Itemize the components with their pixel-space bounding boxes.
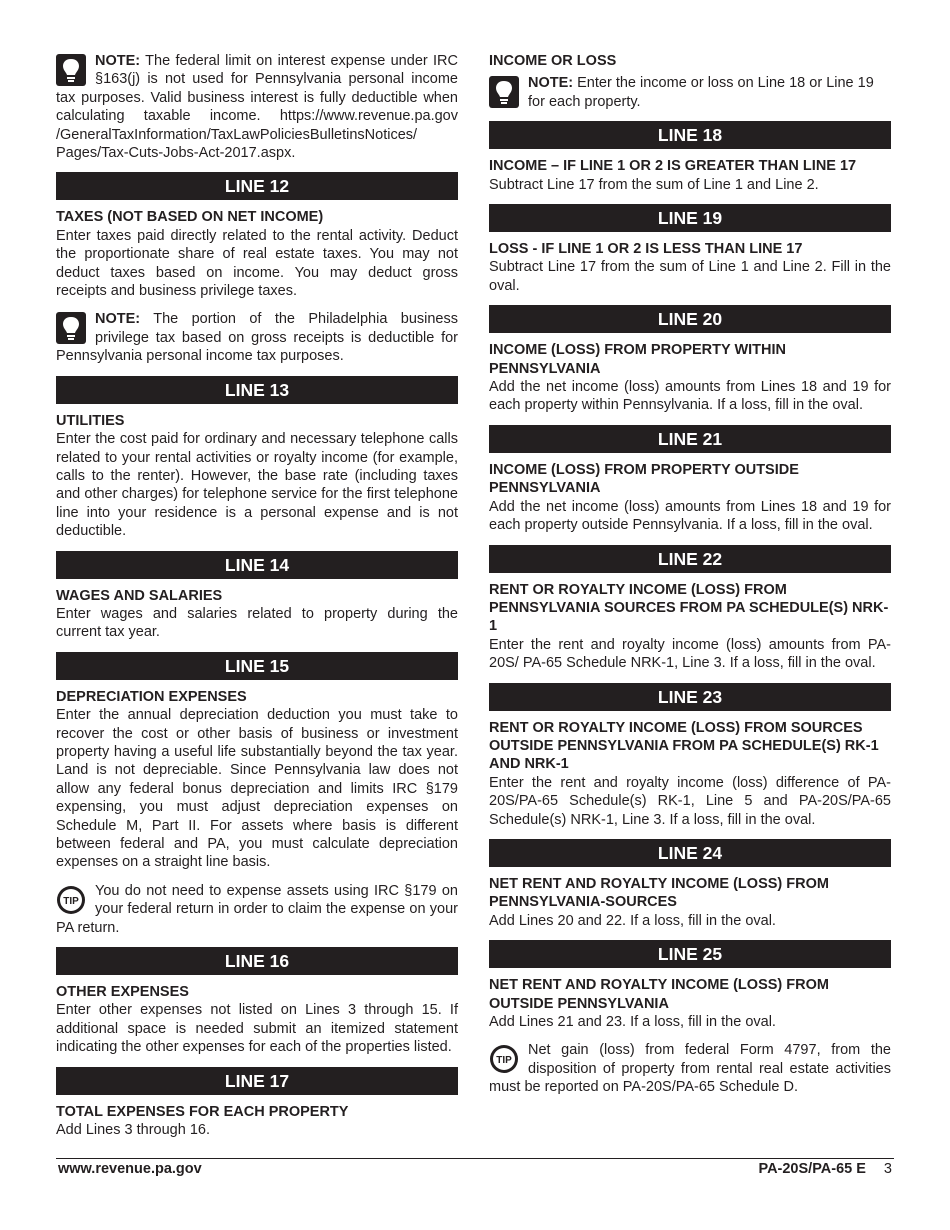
line-12-bar: LINE 12 (56, 172, 458, 200)
line-17-body: Add Lines 3 through 16. (56, 1122, 210, 1139)
tip-text: Net gain (loss) from federal Form 4797, from the disposition of property from rental real estate activities must be reported on PA-20S/PA-65 Schedule D. (489, 1042, 891, 1096)
line-19-bar: LINE 19 (489, 204, 891, 232)
note-lead: NOTE: (95, 311, 141, 328)
footer-form-name: PA-20S/PA-65 E (758, 1161, 866, 1177)
line-16-heading: OTHER EXPENSES (56, 984, 189, 1001)
line-25-bar: LINE 25 (489, 940, 891, 968)
note-text: The portion of the Philadelphia business privilege tax based on gross receipts is deductible for Pennsylvania personal income tax purposes. (56, 311, 458, 365)
line-13-heading: UTILITIES (56, 412, 125, 429)
svg-text:TIP: TIP (496, 1055, 512, 1067)
lightbulb-icon (489, 76, 519, 108)
line-13-bar: LINE 13 (56, 376, 458, 404)
line-23-bar: LINE 23 (489, 683, 891, 711)
line-23-heading: RENT OR ROYALTY INCOME (LOSS) FROM SOURCES OUTSIDE PENNSYLVANIA FROM PA SCHEDULE(S) RK-1 AND NRK-1 (489, 719, 879, 773)
note-lead: NOTE: (95, 53, 141, 69)
line-18-heading: INCOME – IF LINE 1 OR 2 IS GREATER THAN LINE 17 (489, 158, 857, 175)
line-19-heading: LOSS - IF LINE 1 OR 2 IS LESS THAN LINE 17 (489, 241, 803, 258)
line-25-body: Add Lines 21 and 23. If a loss, fill in the oval. (489, 1014, 776, 1030)
note-philadelphia-tax (56, 310, 458, 365)
line-25-heading: NET RENT AND ROYALTY INCOME (LOSS) FROM OUTSIDE PENNSYLVANIA (489, 977, 829, 1012)
line-20-bar: LINE 20 (489, 305, 891, 333)
line-23-body: Enter the rent and royalty income (loss) difference of PA-20S/PA-65 Schedule(s) RK-1, Line 5 and PA-20S/PA-65 Schedule(s) NRK-1, Line 3. If a loss, fill in the oval. (489, 774, 891, 828)
tip-text: You do not need to expense assets using IRC §179 on your federal return in order to claim the expense on your PA return. (56, 882, 458, 936)
line-24-heading: NET RENT AND ROYALTY INCOME (LOSS) FROM PENNSYLVANIA-SOURCES (489, 875, 829, 911)
line-18-bar: LINE 18 (489, 121, 891, 149)
svg-text:TIP: TIP (63, 895, 79, 907)
lightbulb-icon (56, 54, 86, 86)
line-21-body: Add the net income (loss) amounts from Lines 18 and 19 for each property outside Pennsylvania. If a loss, fill in the oval. (489, 498, 891, 534)
line-18-body: Subtract Line 17 from the sum of Line 1 and Line 2. (489, 176, 819, 193)
note-text: Enter the income or loss on Line 18 or Line 19 for each property. (528, 75, 874, 110)
line-19-body: Subtract Line 17 from the sum of Line 1 and Line 2. Fill in the oval. (489, 259, 891, 294)
line-21-heading: INCOME (LOSS) FROM PROPERTY OUTSIDE PENNSYLVANIA (489, 461, 799, 497)
line-14-heading: WAGES AND SALARIES (56, 587, 223, 604)
line-14-bar: LINE 14 (56, 551, 458, 579)
line-14-body: Enter wages and salaries related to property during the current tax year. (56, 605, 458, 641)
right-column (489, 52, 891, 1097)
line-17-heading: TOTAL EXPENSES FOR EACH PROPERTY (56, 1103, 349, 1120)
tip-irc-179 (56, 882, 458, 937)
line-22-bar: LINE 22 (489, 545, 891, 573)
tip-form-4797 (489, 1041, 891, 1096)
line-13-body: Enter the cost paid for ordinary and necessary telephone calls related to your rental activities or royalty income (for example, calls to the renter). However, the base rate (including taxes and other charges) for telephone service for the first telephone line into your residence is a personal expense and is not deductible. (56, 431, 458, 540)
line-15-bar: LINE 15 (56, 652, 458, 680)
lightbulb-icon (56, 312, 86, 344)
line-20-body: Add the net income (loss) amounts from Lines 18 and 19 for each property within Pennsylvania. If a loss, fill in the oval. (489, 379, 891, 414)
note-interest-expense (56, 52, 458, 162)
income-or-loss-heading: INCOME OR LOSS (489, 53, 617, 69)
footer-rule (56, 1158, 894, 1159)
line-16-bar: LINE 16 (56, 947, 458, 975)
line-17-bar: LINE 17 (56, 1067, 458, 1095)
line-15-heading: DEPRECIATION EXPENSES (56, 688, 247, 705)
left-column (56, 52, 458, 1139)
footer-website[interactable]: www.revenue.pa.gov (58, 1161, 202, 1177)
line-12-heading: TAXES (NOT BASED ON NET INCOME) (56, 209, 324, 226)
line-22-body: Enter the rent and royalty income (loss) amounts from PA-20S/ PA-65 Schedule NRK-1, Line 3. If a loss, fill in the oval. (489, 636, 891, 672)
line-24-body: Add Lines 20 and 22. If a loss, fill in the oval. (489, 912, 776, 929)
line-24-bar: LINE 24 (489, 839, 891, 867)
note-lead: NOTE: (528, 75, 574, 92)
line-12-body: Enter taxes paid directly related to the rental activity. Deduct the proportionate share of real estate taxes. You may not deduct taxes based on income. You may deduct gross receipts and business privilege taxes. (56, 227, 458, 300)
line-21-bar: LINE 21 (489, 425, 891, 453)
tip-icon (56, 884, 86, 916)
footer-right (758, 1161, 892, 1177)
page-number: 3 (883, 1161, 892, 1177)
line-16-body: Enter other expenses not listed on Lines 3 through 15. If additional space is needed submit an itemized statement indicating the other expenses for each of the properties listed. (56, 1002, 458, 1056)
tip-icon (489, 1043, 519, 1075)
note-income-or-loss (489, 74, 891, 111)
line-15-body: Enter the annual depreciation deduction you must take to recover the cost or other basis of business or investment property having a useful life substantially beyond the tax year. Land is not depreciable. Since Pennsylvania law does not allow any federal bonus depreciation and limits IRC §179 expensing, you must adjust depreciation expenses on Schedule M, Part II. For assets where basis is different between federal and PA, you must calculate depreciation expenses on a straight line basis. (56, 707, 458, 871)
note-text: The federal limit on interest expense under IRC §163(j) is not used for Pennsylvania personal income tax purposes. Valid business interest is fully deductible when calculating taxable income. https://www.revenue.pa.gov /GeneralTaxInformation/TaxLawPoliciesBulletinsNotices/ Pages/Tax-Cuts-Jobs-Act-2017.aspx. (56, 53, 458, 162)
line-22-heading: RENT OR ROYALTY INCOME (LOSS) FROM PENNSYLVANIA SOURCES FROM PA SCHEDULE(S) NRK-1 (489, 581, 889, 635)
line-20-heading: INCOME (LOSS) FROM PROPERTY WITHIN PENNSYLVANIA (489, 342, 786, 377)
